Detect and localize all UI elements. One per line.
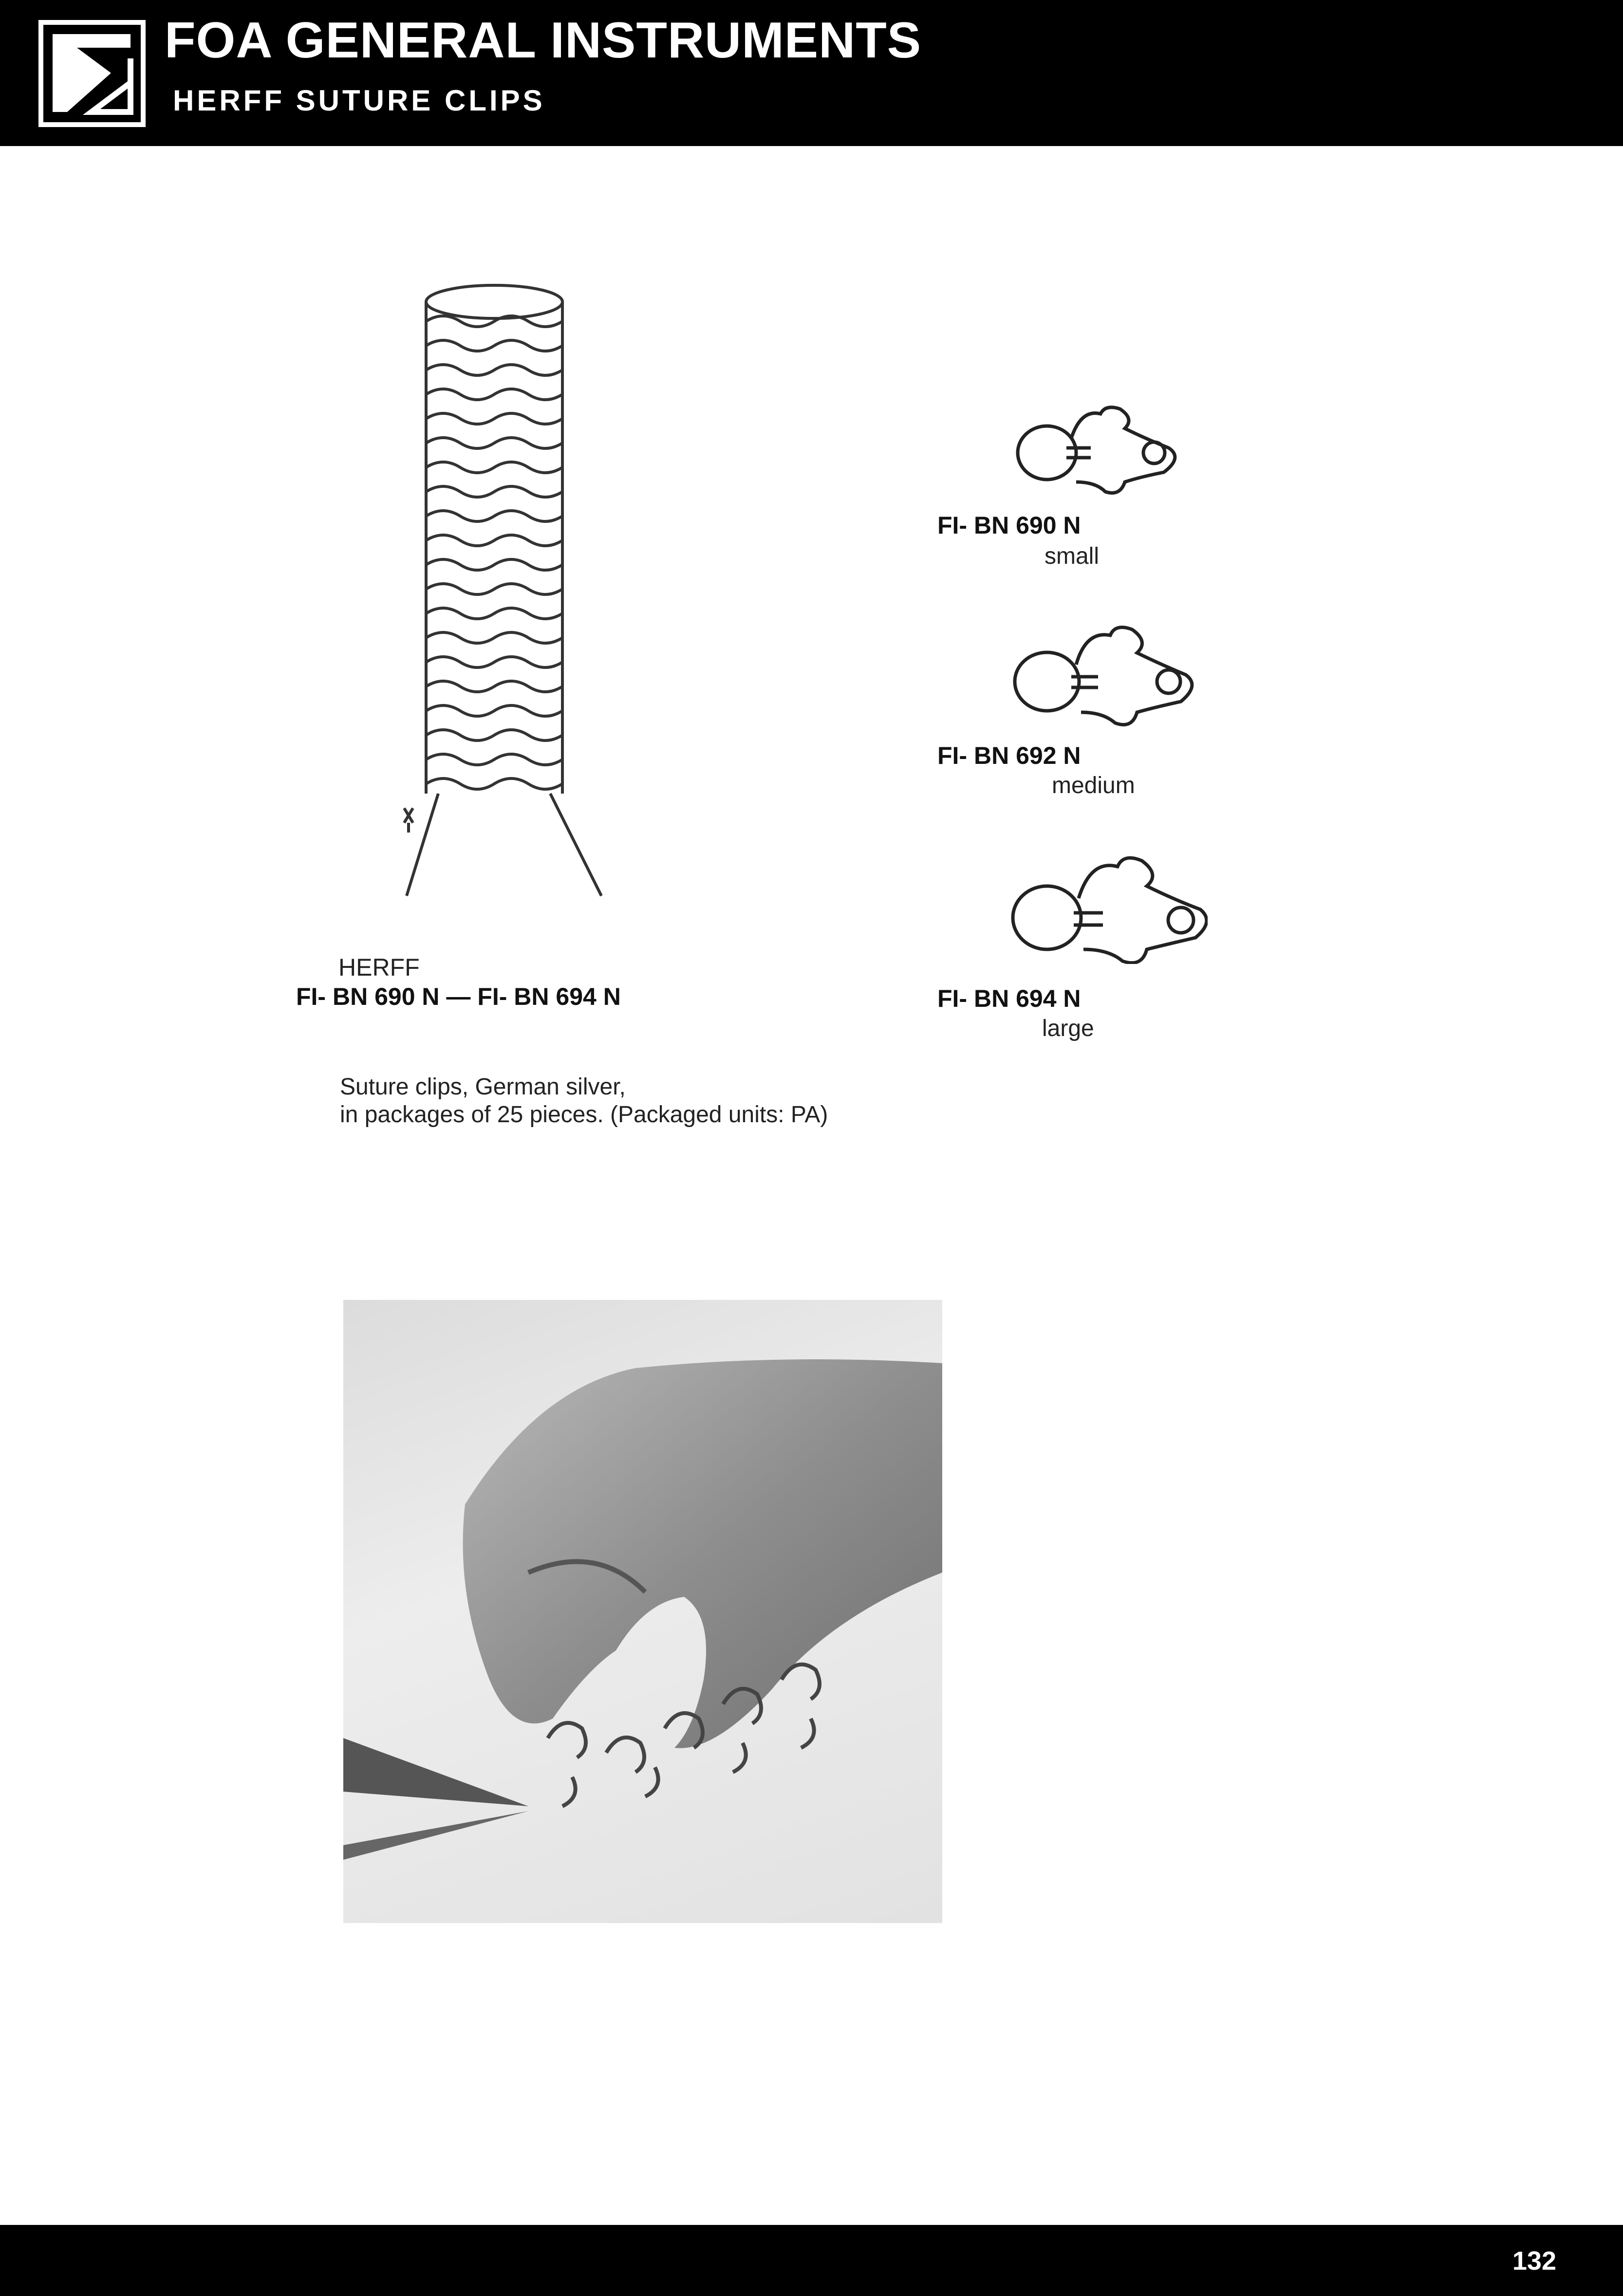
foa-logo [38,19,146,128]
page-footer [0,2225,1623,2296]
variant-code-small: FI- BN 690 N [937,512,1081,539]
variant-size-large: large [1042,1016,1094,1041]
variant-size-medium: medium [1052,773,1135,798]
variant-code-medium: FI- BN 692 N [937,742,1081,769]
range-prefix: FI- [296,983,326,1010]
page-header [0,0,1623,146]
range-code: BN 690 N — FI- BN 694 N [333,983,621,1010]
section-title: HERFF SUTURE CLIPS [173,84,545,117]
clip-large-illustration [1003,837,1208,964]
description-line-2: in packages of 25 pieces. (Packaged units: PA) [340,1102,828,1128]
catalog-title: FOA GENERAL INSTRUMENTS [165,12,922,69]
page-number: 132 [1512,2246,1556,2276]
variant-size-small: small [1045,543,1100,569]
clip-small-illustration [1003,380,1208,506]
variant-code-large: FI- BN 694 N [937,985,1081,1012]
description-line-1: Suture clips, German silver, [340,1074,626,1100]
hand-applying-clips-photo [343,1300,942,1923]
clip-medium-illustration [1003,604,1208,730]
product-range [296,982,621,1011]
brand-label: HERFF [338,954,420,981]
clip-stack-illustration [360,273,623,915]
